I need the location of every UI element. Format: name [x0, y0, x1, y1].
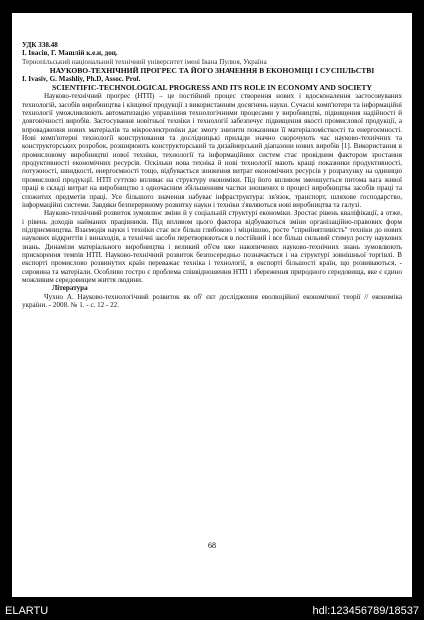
institution: Тернопільський національний технічний університет імені Івана Пулюя, Україна	[22, 57, 267, 66]
authors-en: I. Ivasiv, G. Mashliy, Ph.D, Assoc. Prof.	[22, 75, 141, 84]
page-number: 68	[208, 541, 216, 550]
title-en: SCIENTIFIC-TECHNOLOGICAL PROGRESS AND ITS ROLE IN ECONOMY AND SOCIETY	[52, 83, 372, 93]
body-paragraph: Науково-технічний прогрес (НТП) – це постійний процес створення нових і вдосконалення застосовуваних технологій, засобів виробництва і кінцевої продукції з використанням досягнень науки. Сучасні комп'ютери та інформаційні технології уможливлюють автоматизацію управління технологічними процесами у виробництві, підвищення надійності й довговічності виробів. Застосування новітньої техніки і технології забезпечує підвищення якості промислової продукції, а впровадження нових матеріалів та мікроелектроніки дає змогу знизити показники її матеріаломісткості та енергоємності. Нові комп'ютерні технології конструювання та дослідницькі прилади значно скорочують час науково-технічних та конструкторських розробок, розширюють конструкторський та дизайнерський діапазони нових виробів [1]. Використання в промисловому виробництві нової техніки, технології та інформаційних систем стає провідним фактором зростання продуктивності економічних ресурсів. Оскільки нова техніка й нові технології мають кращі показники продуктивності, потужності, швидкості, енергоємності тощо, відбувається зниження витрат економічних ресурсів у розрахунку на одиницю промислової продукції. НТП суттєво впливає на структуру економіки. Під його впливом зменшується питома вага живої праці в складі витрат на виробництво з одночасним збільшенням частки зношених в процесі виробництва засобів праці та спожитих предметів праці. Усе більшого значення набуває інфраструктура: зв'язок, транспорт, шляхове господарство, інформаційні системи. Завдяки безперервному розвитку науки і техніки з'являються нові виробництва та галузі.	[22, 92, 402, 209]
literature-item: Чухно А. Науково-технологічний розвиток як об' єкт дослідження еволюційної економічної теорії // економіка україни. - 2008. № 1. - с. 12 - 22.	[22, 292, 402, 309]
udk-code: УДК 338.48	[22, 41, 58, 49]
handle-identifier: hdl:123456789/18537	[312, 605, 419, 617]
viewer-footer	[0, 602, 424, 620]
document-page	[12, 13, 412, 597]
literature-heading: Література	[52, 284, 88, 293]
body-paragraph: Науково-технічний розвиток зумовлює зміни й у соціальній структурі економіки. Зростає рівень кваліфікації, а отже, і рівень доходів найманих працівників. Під впливом цього фактора відбуваються зміни організаційно-правових форм підприємництва. Взаємодія науки і техніки стає все більш глибокою і міцнішою, росте "сприйнятливість" техніки до нових наукових відкриттів і винаходів, а технічні засоби перетворюються в постійний і все більш сильний стимул росту наукових знань. Динамізм матеріального виробництва і великий об'єм вже накопичених науково-технічних знань зумовлюють прискорення темпів НТП. Науково-технічний розвиток безпосередньо позначається і на структурі зовнішньої торгівлі. В експорті промислово розвинутих країн переважає техніка і технології, в експорті більшості країн, що розвиваються, - сировина та матеріали. Особливо гостро є проблема співвідношення НТП і збереження природного середовища, яке є єдино можливим середовищем життя людини.	[22, 209, 402, 284]
repository-name: ELARTU	[5, 605, 49, 617]
page-content	[22, 41, 402, 309]
title-ua: НАУКОВО-ТЕХНІЧНИЙ ПРОГРЕС ТА ЙОГО ЗНАЧЕННЯ В ЕКОНОМІЦІ І СУСПІЛЬСТВІ	[49, 66, 375, 76]
authors-ua: І. Івасів, Г. Машлій к.е.н, доц.	[22, 49, 118, 58]
